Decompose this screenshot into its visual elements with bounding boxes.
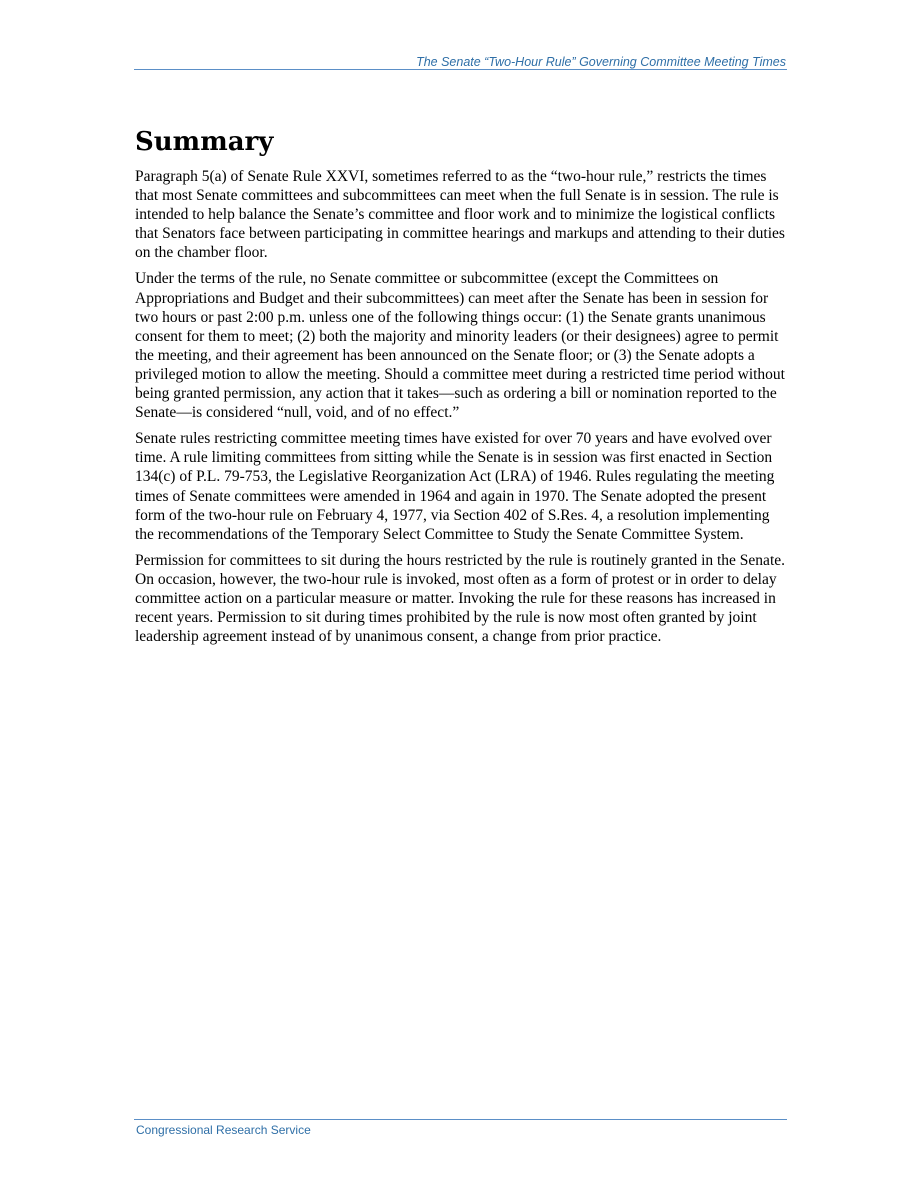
header-divider — [134, 69, 787, 70]
summary-section — [135, 122, 787, 653]
section-heading: Summary — [135, 127, 274, 157]
summary-paragraph-2: Under the terms of the rule, no Senate committee or subcommittee (except the Committees on Appropriations and Budget and their subcommittees) can meet after the Senate has been in session for two hours or past 2:00 p.m. unless one of the following things occur: (1) the Senate grants unanimous consent for them to meet; (2) both the majority and minority leaders (or their designees) agree to permit the meeting, and their agreement has been announced on the Senate floor; or (3) the Senate adopts a privileged motion to allow the meeting. Should a committee meet during a restricted time period without being granted permission, any action that it takes—such as ordering a bill or nomination reported to the Senate—is considered “null, void, and of no effect.” — [135, 270, 785, 422]
running-header-title: The Senate “Two-Hour Rule” Governing Committee Meeting Times — [416, 55, 786, 69]
summary-paragraph-1: Paragraph 5(a) of Senate Rule XXVI, sometimes referred to as the “two-hour rule,” restricts the times that most Senate committees and subcommittees can meet when the full Senate is in session. The rule is intended to help balance the Senate’s committee and floor work and to minimize the logistical conflicts that Senators face between participating in committee hearings and markups and attending to their duties on the chamber floor. — [135, 168, 785, 262]
footer-divider — [134, 1119, 787, 1120]
summary-paragraph-4: Permission for committees to sit during the hours restricted by the rule is routinely granted in the Senate. On occasion, however, the two-hour rule is invoked, most often as a form of protest or in order to delay committee action on a particular measure or matter. Invoking the rule for these reasons has increased in recent years. Permission to sit during times prohibited by the rule is now most often granted by joint leadership agreement instead of by unanimous consent, a change from prior practice. — [135, 551, 786, 646]
footer-publisher: Congressional Research Service — [136, 1123, 311, 1137]
summary-paragraph-3: Senate rules restricting committee meeting times have existed for over 70 years and have evolved over time. A rule limiting committees from sitting while the Senate is in session was first enacted in Section 134(c) of P.L. 79-753, the Legislative Reorganization Act (LRA) of 1946. Rules regulating the meeting times of Senate committees were amended in 1964 and again in 1970. The Senate adopted the present form of the two-hour rule on February 4, 1977, via Section 402 of S.Res. 4, a resolution implementing the recommendations of the Temporary Select Committee to Study the Senate Committee System. — [135, 430, 775, 543]
